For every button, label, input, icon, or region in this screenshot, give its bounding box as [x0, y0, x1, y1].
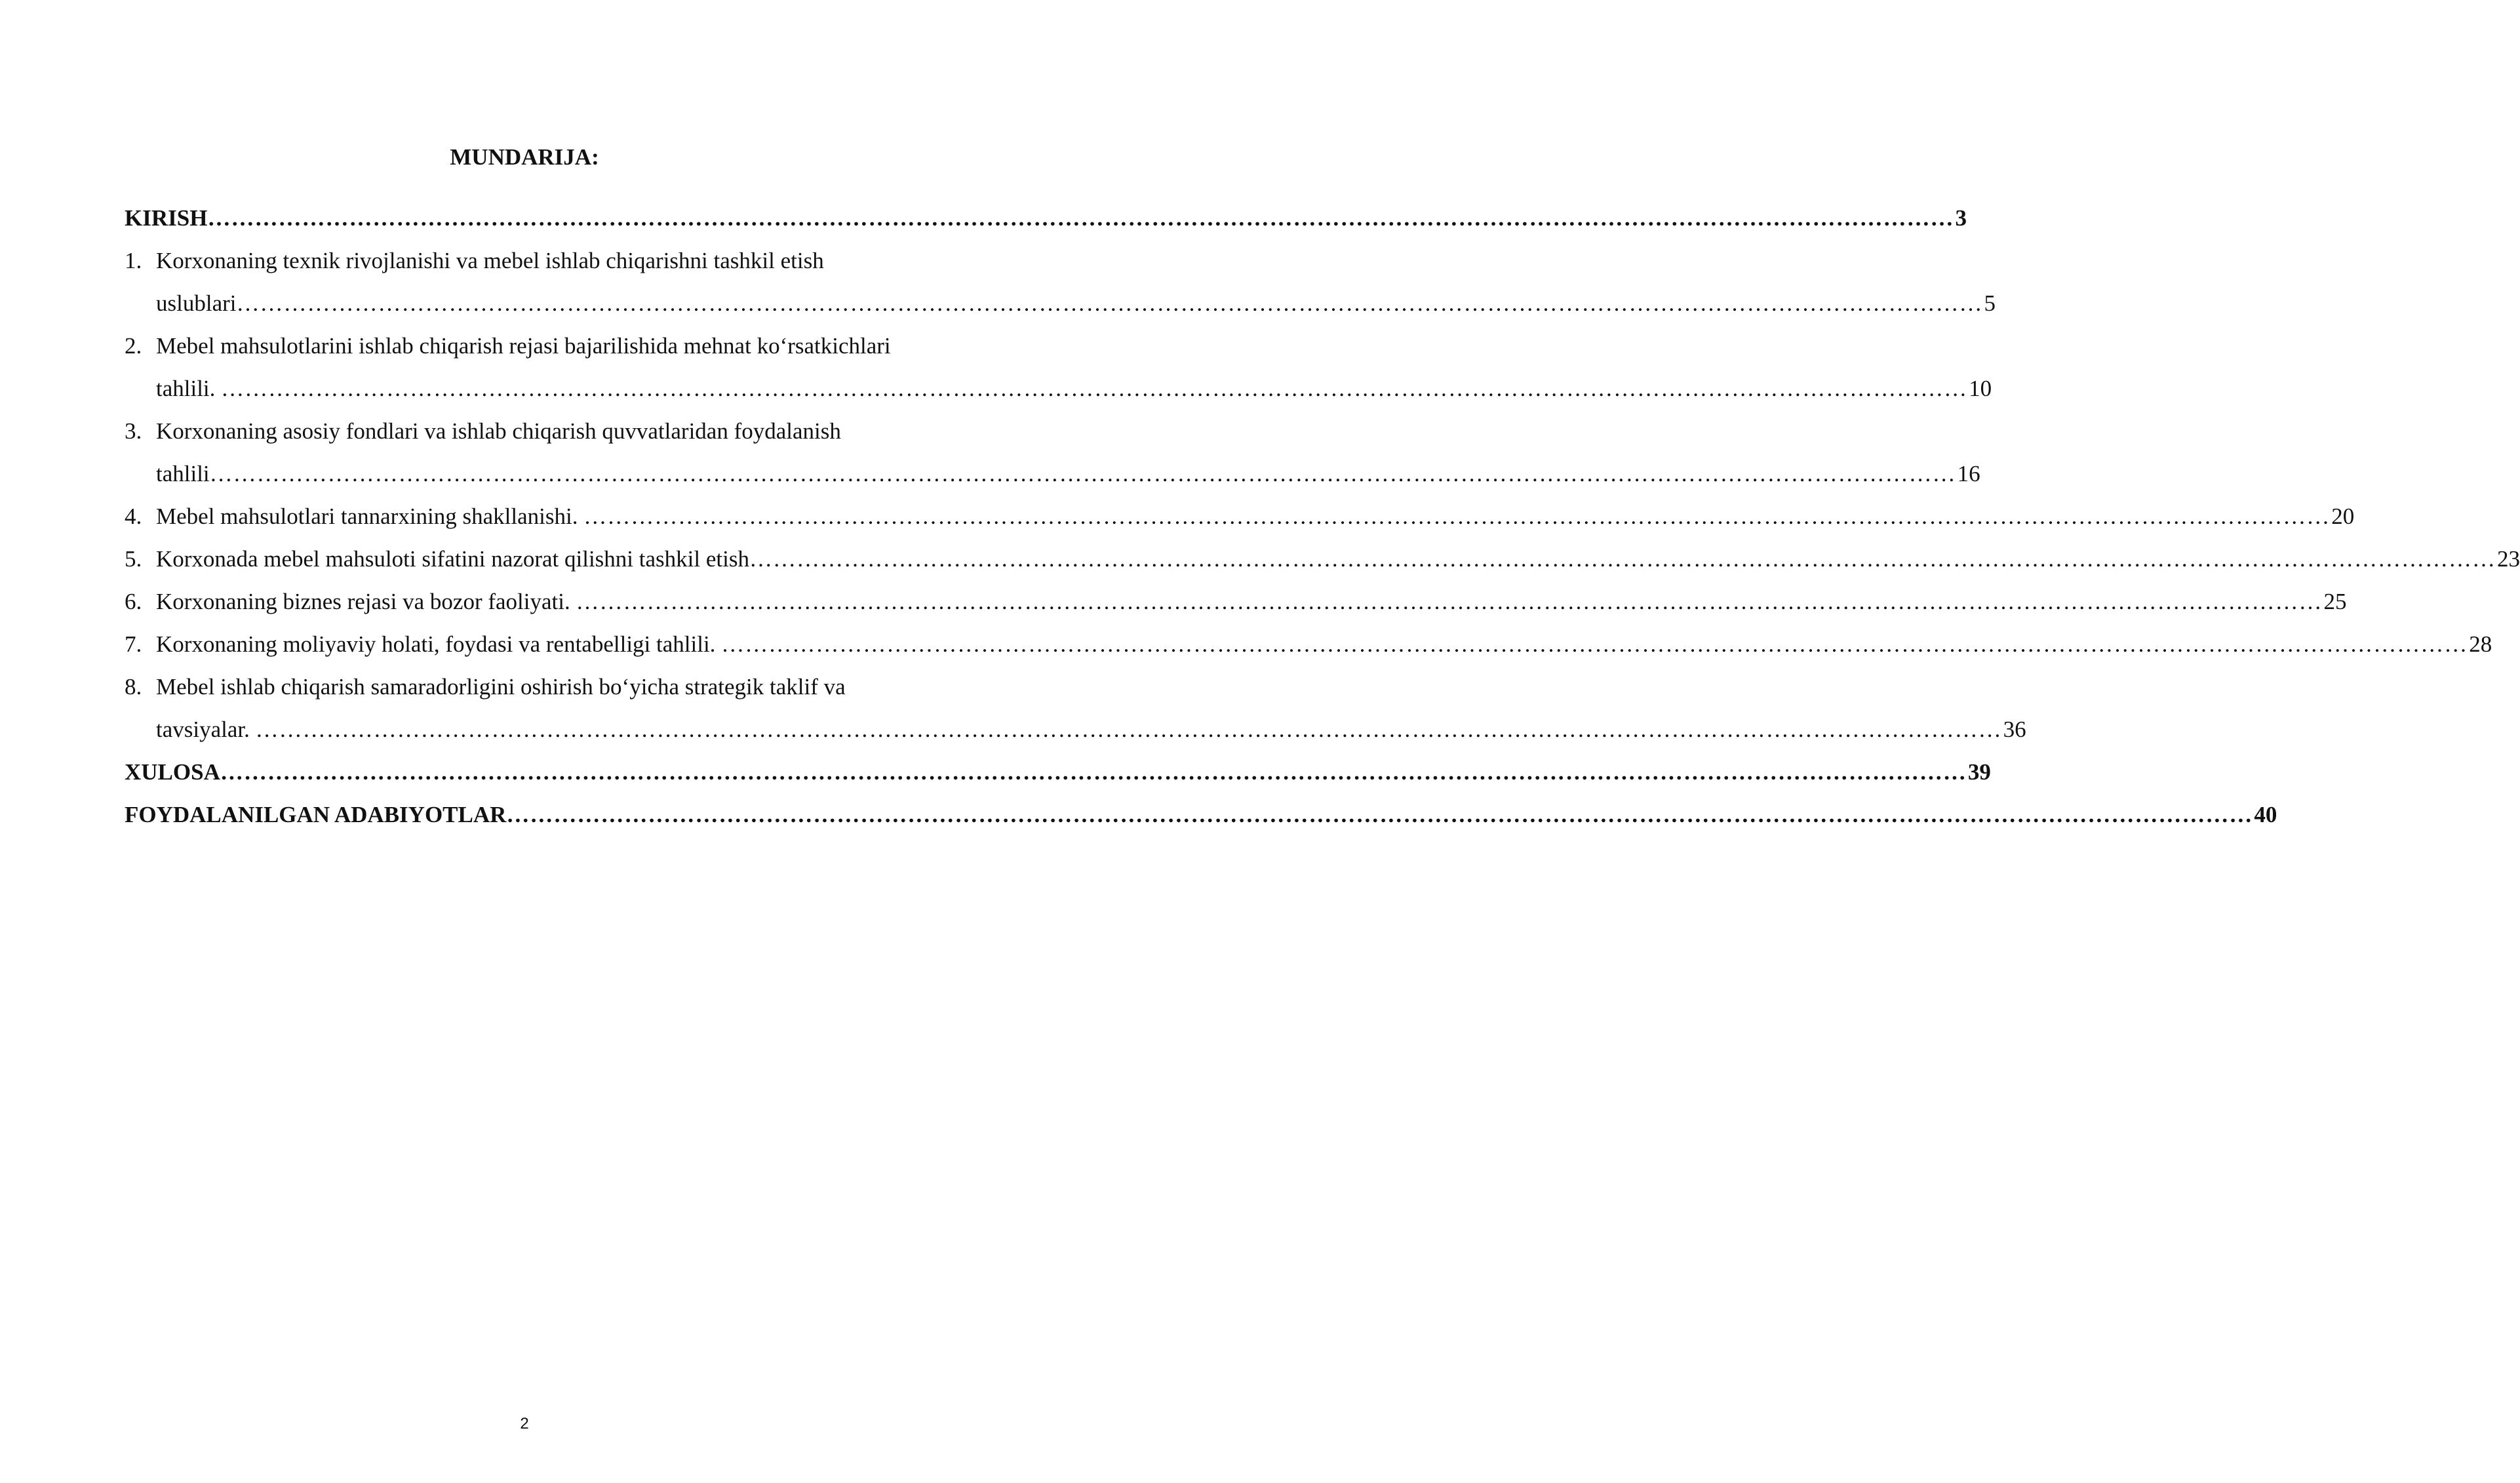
- toc-entry-page: 40: [2254, 802, 2277, 827]
- toc-entry-page: 20: [2331, 504, 2355, 529]
- toc-entry-5: [125, 538, 2520, 580]
- toc-entry-page: 36: [2003, 717, 2026, 742]
- toc-entry-page: 25: [2323, 589, 2347, 614]
- toc-entry-number: 4.: [125, 504, 142, 529]
- toc-entry-1: [125, 239, 951, 282]
- toc-entry-number: 6.: [125, 589, 142, 614]
- dot-leader: [583, 495, 2330, 538]
- toc-entry-page: 28: [2469, 631, 2492, 657]
- toc-entry-label: uslublari: [156, 290, 237, 316]
- toc-entry-number: 8.: [125, 674, 142, 700]
- toc-entry-adabiyotlar: [125, 793, 2277, 836]
- toc-entry-number: 2.: [125, 333, 142, 359]
- dot-leader: [749, 538, 2496, 580]
- toc-entry-kirish: [125, 197, 1967, 239]
- toc-entry-page: 5: [1984, 290, 1996, 316]
- toc-entry-page: 39: [1967, 759, 1991, 785]
- toc-entry-number: 5.: [125, 546, 142, 572]
- toc-entry-7: [125, 623, 2492, 665]
- dot-leader: [207, 197, 1954, 239]
- toc-entry-label: KIRISH: [125, 205, 208, 231]
- toc-entry-page: 23: [2496, 546, 2520, 572]
- toc-entry-2: [125, 325, 951, 367]
- toc-entry-label: XULOSA: [125, 759, 220, 785]
- toc-entry-4: [125, 495, 2355, 538]
- toc-entry-2-continuation: [125, 367, 1992, 410]
- toc-entry-label: Korxonaning biznes rejasi va bozor faoliyati.: [156, 589, 576, 614]
- toc-entry-1-continuation: [125, 282, 1996, 325]
- toc-entry-number: 1.: [125, 248, 142, 273]
- toc-entry-label: Mebel mahsulotlarini ishlab chiqarish rejasi bajarilishida mehnat ko‘rsatkichlari: [156, 333, 891, 359]
- toc-entry-page: 3: [1955, 205, 1967, 231]
- toc-entry-label: Mebel mahsulotlari tannarxining shakllanishi.: [156, 504, 584, 529]
- toc-entry-8-continuation: [125, 708, 2026, 751]
- dot-leader: [506, 793, 2253, 836]
- dot-leader: [210, 452, 1956, 495]
- toc-entry-label: Mebel ishlab chiqarish samaradorligini oshirish bo‘yicha strategik taklif va: [156, 674, 846, 700]
- toc-entry-label: Korxonaning asosiy fondlari va ishlab chiqarish quvvatlaridan foydalanish: [156, 418, 841, 444]
- toc-entry-3-continuation: [125, 452, 1980, 495]
- toc-entry-number: 3.: [125, 418, 142, 444]
- toc-entry-label: Korxonaning texnik rivojlanishi va mebel ishlab chiqarishni tashkil etish: [156, 248, 824, 273]
- page-number: 2: [520, 1415, 529, 1433]
- dot-leader: [576, 580, 2323, 623]
- dot-leader: [721, 623, 2468, 665]
- dot-leader: [221, 367, 1967, 410]
- toc-entry-label: tahlili.: [156, 376, 222, 401]
- toc-entry-label: FOYDALANILGAN ADABIYOTLAR: [125, 802, 507, 827]
- toc-title: MUNDARIJA:: [450, 144, 599, 170]
- toc-entry-label: tahlili: [156, 461, 210, 486]
- dot-leader: [236, 282, 1982, 325]
- table-of-contents: [125, 197, 2520, 836]
- toc-entry-page: 10: [1969, 376, 1992, 401]
- toc-entry-number: 7.: [125, 631, 142, 657]
- toc-entry-3: [125, 410, 951, 452]
- toc-entry-label: tavsiyalar.: [156, 717, 256, 742]
- toc-entry-label: Korxonada mebel mahsuloti sifatini nazorat qilishni tashkil etish: [156, 546, 749, 572]
- toc-entry-6: [125, 580, 2347, 623]
- toc-entry-label: Korxonaning moliyaviy holati, foydasi va rentabelligi tahlili.: [156, 631, 722, 657]
- dot-leader: [220, 751, 1967, 793]
- toc-entry-8: [125, 665, 951, 708]
- dot-leader: [256, 708, 2002, 751]
- toc-entry-xulosa: [125, 751, 1991, 793]
- toc-entry-page: 16: [1957, 461, 1980, 486]
